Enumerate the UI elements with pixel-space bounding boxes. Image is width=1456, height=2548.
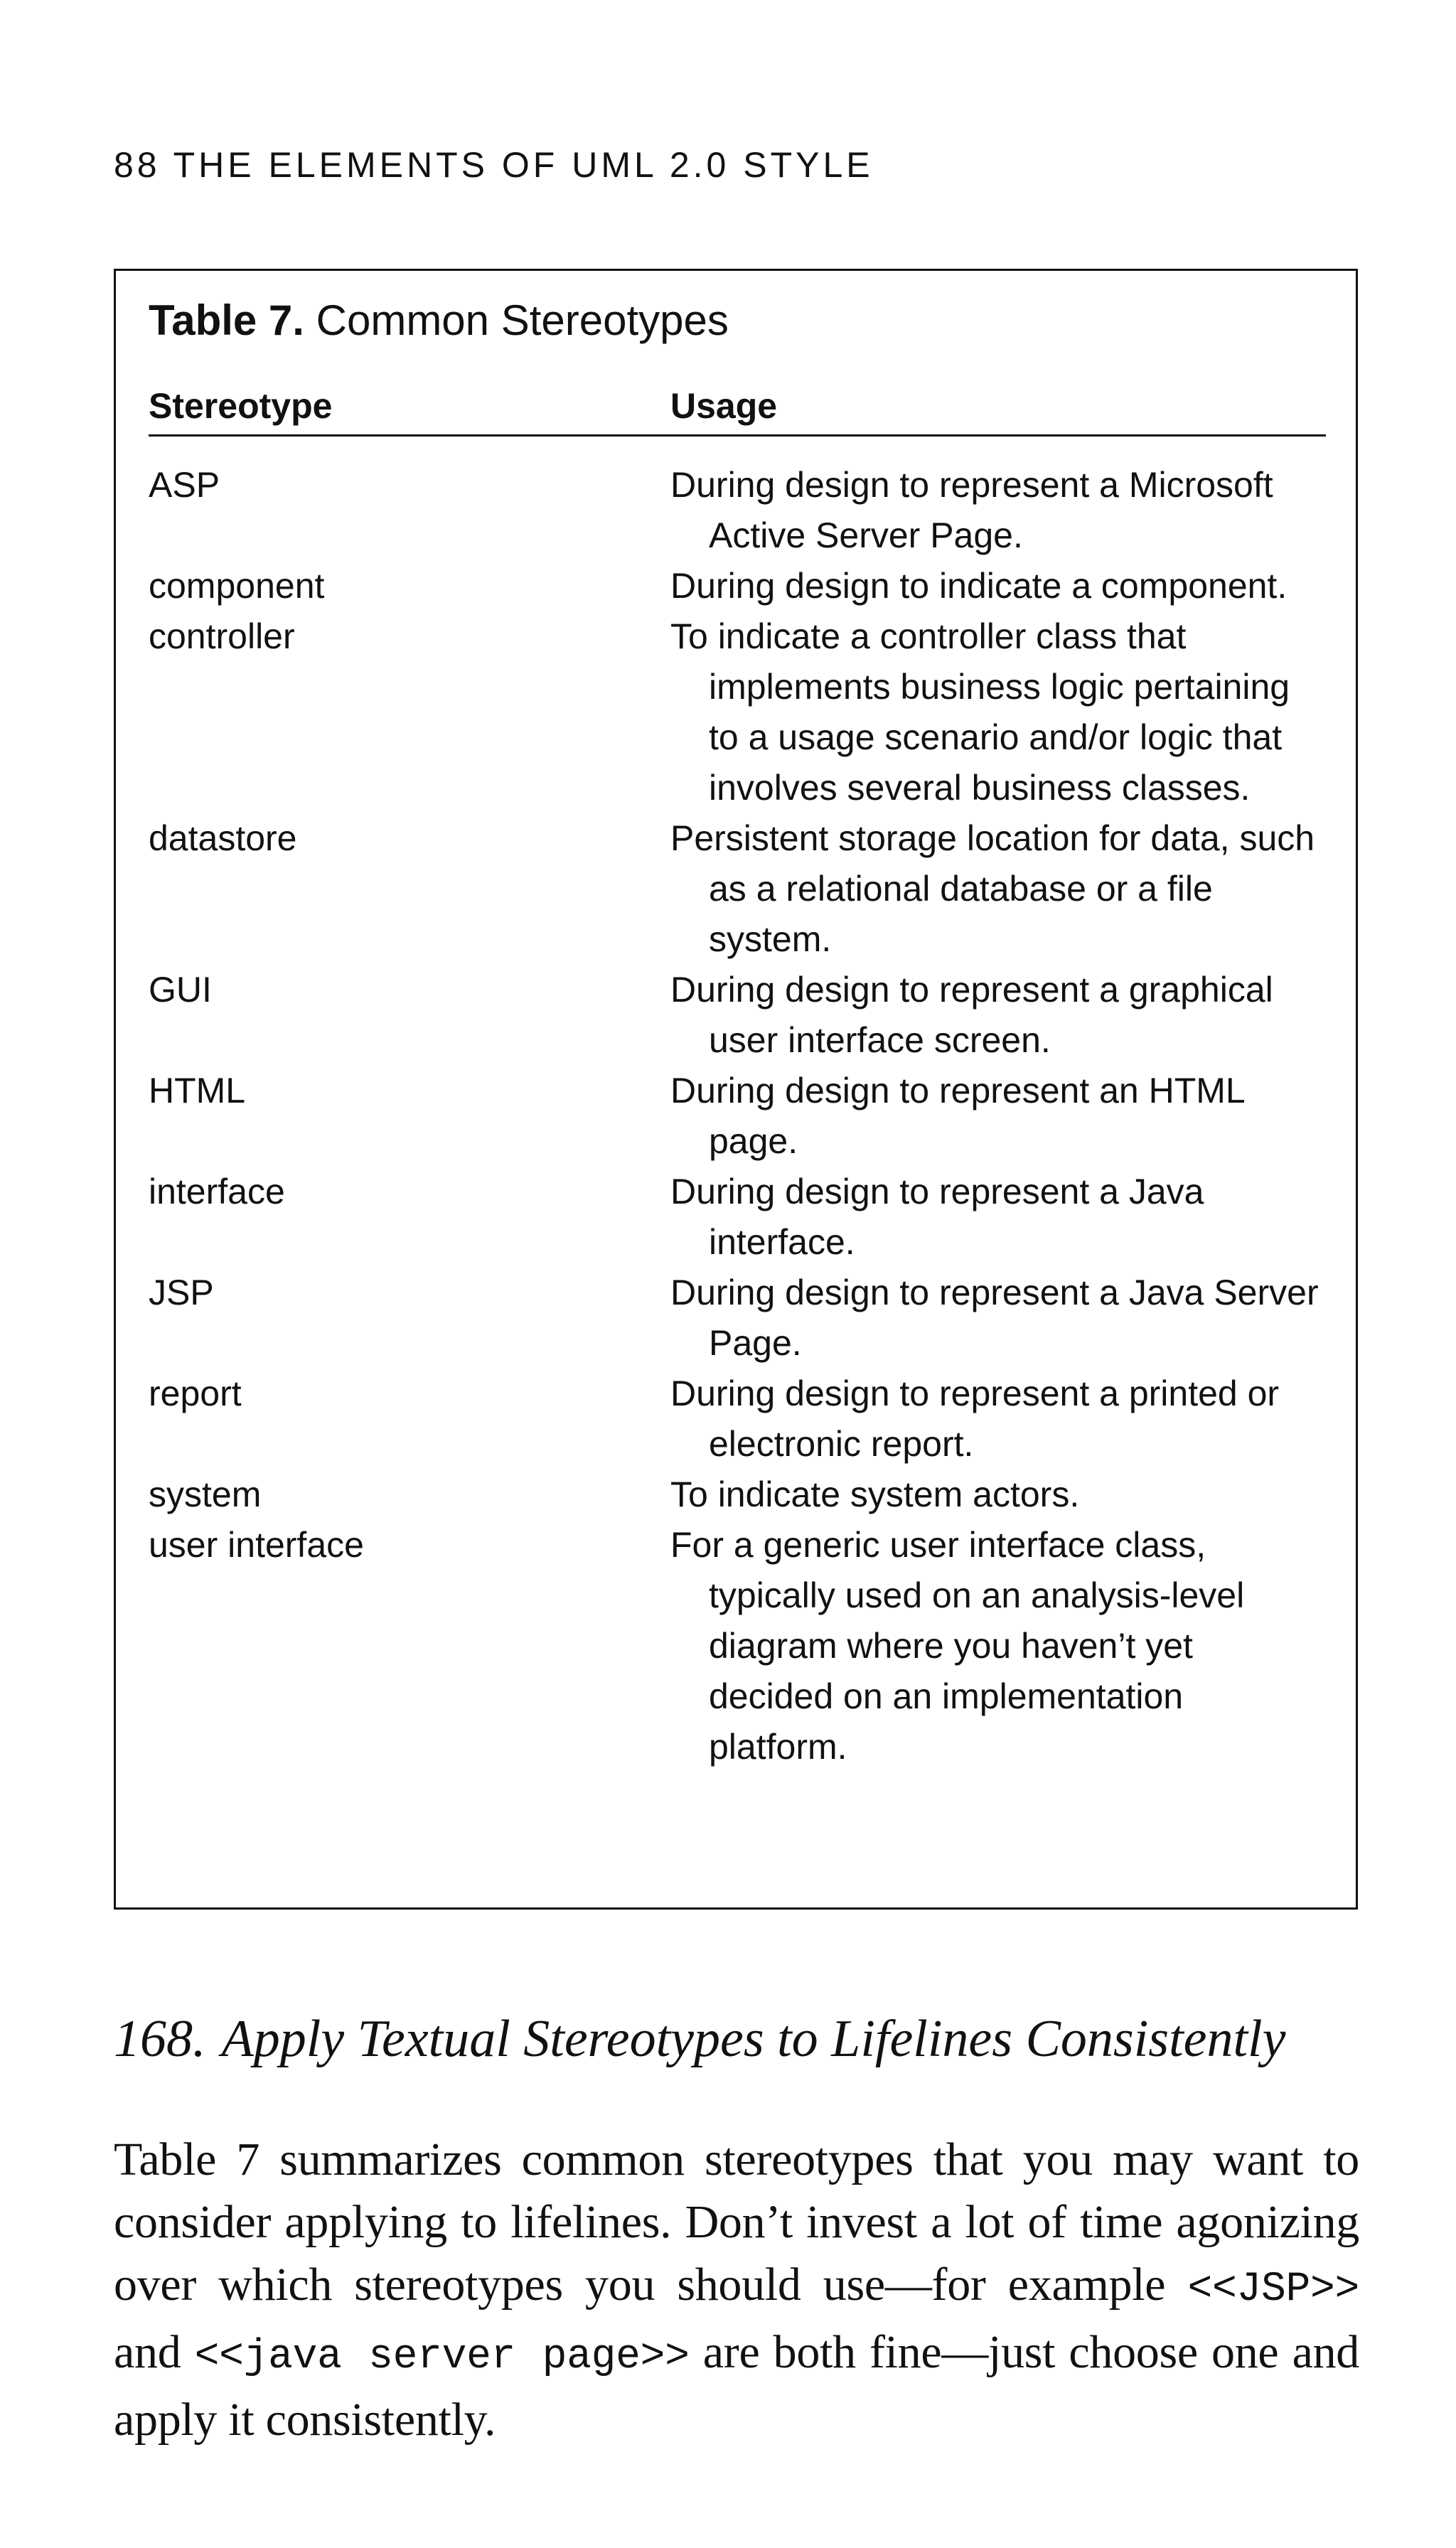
usage-cell: During design to represent an HTML page. [670,1071,1244,1161]
section-number: 168. [114,2010,206,2068]
stereotype-cell: component [149,566,325,606]
code-jsp: <<JSP>> [1187,2266,1359,2313]
usage-cell: For a generic user interface class, typically used on an analysis-level diagram where you haven’t yet decided on an implementation platform. [670,1525,1245,1767]
stereotype-cell: ASP [149,465,220,505]
usage-cell: During design to represent a printed or electronic report. [670,1374,1280,1464]
usage-cell: During design to represent a Microsoft Active Server Page. [670,465,1273,555]
table-row [149,611,1326,813]
table-row [149,1066,1326,1167]
usage-cell: During design to represent a Java Server Page. [670,1273,1319,1363]
table-row [149,460,1326,561]
body-text-part: Table 7 summarizes common stereotypes that you may want to consider applying to lifelines. Don’t invest a lot of time agonizing over which stereotypes you should use—for example [114,2134,1359,2311]
stereotype-cell: interface [149,1172,285,1211]
stereotype-cell: datastore [149,818,297,858]
table-row [149,1369,1326,1470]
running-head: 88 THE ELEMENTS OF UML 2.0 STYLE [114,145,874,185]
body-text-part: are both fine—just choose one and apply it consistently. [114,2326,1359,2446]
stereotype-cell: report [149,1374,242,1413]
section-title: Apply Textual Stereotypes to Lifelines Consistently [221,2010,1286,2068]
table-caption: Common Stereotypes [316,296,729,344]
column-header-usage: Usage [670,386,778,426]
usage-cell: During design to indicate a component. [670,566,1288,606]
table-label: Table 7. [149,296,304,344]
table-title [149,294,729,348]
code-java-server-page: <<java server page>> [194,2334,690,2380]
stereotype-cell: system [149,1474,262,1514]
table-row [149,1520,1326,1772]
table-row [149,1268,1326,1369]
stereotype-cell: controller [149,616,295,656]
stereotype-cell: user interface [149,1525,364,1565]
table-row [149,561,1326,611]
body-paragraph [114,2129,1359,2451]
table-row [149,1167,1326,1268]
stereotypes-table [114,269,1358,1910]
section-heading [114,2006,1285,2072]
usage-cell: During design to represent a graphical user interface screen. [670,970,1273,1060]
stereotype-cell: HTML [149,1071,246,1110]
table-body [149,460,1326,1772]
body-text-part: and [114,2326,195,2378]
stereotype-cell: JSP [149,1273,214,1312]
usage-cell: To indicate system actors. [670,1474,1080,1514]
table-header-row [149,383,1326,437]
table-row [149,965,1326,1066]
column-header-stereotype: Stereotype [149,386,333,426]
usage-cell: During design to represent a Java interface. [670,1172,1204,1262]
usage-cell: To indicate a controller class that implements business logic pertaining to a usage scenario and/or logic that involves several business classes. [670,616,1290,808]
usage-cell: Persistent storage location for data, such as a relational database or a file system. [670,818,1315,959]
table-row [149,1470,1326,1520]
table-row [149,813,1326,965]
stereotype-cell: GUI [149,970,212,1010]
